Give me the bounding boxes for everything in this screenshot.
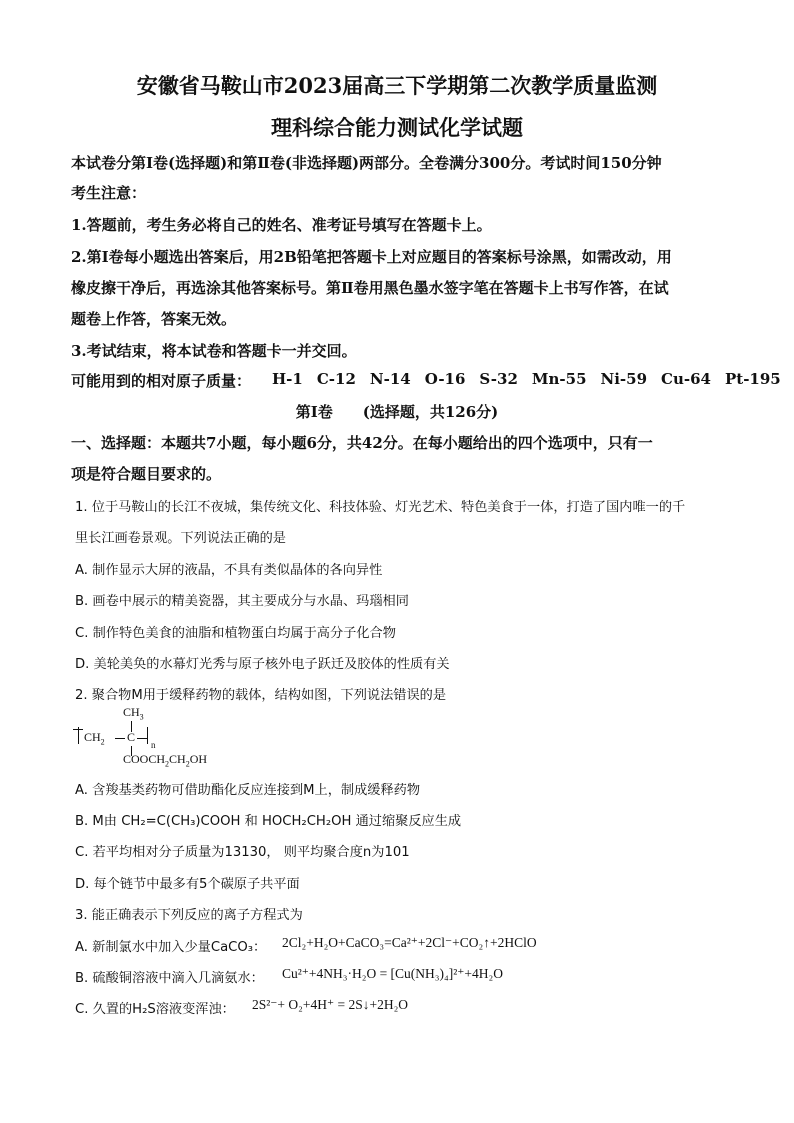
q1-option-d: D. 美轮美奂的水幕灯光秀与原子核外电子跃迁及胶体的性质有关 [75,657,450,672]
q2-option-a: A. 含羧基类药物可借助酯化反应连接到M上，制成缓释药物 [75,783,421,798]
document-title: 安徽省马鞍山市2023届高三下学期第二次教学质量监测 [136,73,658,98]
q1-stem-line-1: 1. 位于马鞍山的长江不夜城，集传统文化、科技体验、灯光艺术、特色美食于一体，打造了国内唯一的千 [75,500,686,515]
atomic-mass-item: Mn-55 [531,370,587,388]
polymer-structure [70,702,240,772]
q1-option-c: C. 制作特色美食的油脂和植物蛋白均属于高分子化合物 [75,626,396,641]
q3-stem: 3. 能正确表示下列反应的离子方程式为 [75,908,303,923]
atomic-mass-item: Cu-64 [661,370,711,388]
atomic-mass-item: O-16 [424,370,466,388]
atomic-mass-label: 可能用到的相对原子质量： [71,372,252,390]
notice-3: 3.考试结束，将本试卷和答题卡一并交回。 [71,342,357,360]
atomic-mass-item: C-12 [316,370,356,388]
atomic-mass-item: S-32 [479,370,518,388]
q3-option-a-equation: 2Cl₂+H₂O+CaCO₃=Ca²⁺+2Cl⁻+CO₂↑+2HClO [282,935,537,950]
ester-side-chain: $COOCH_2CH_2OH$ [123,752,208,769]
atomic-mass-item: Pt-195 [724,370,781,388]
q2-stem: 2. 聚合物M用于缓释药物的载体，结构如图，下列说法错误的是 [75,688,447,703]
repeat-count: n [151,740,156,750]
atomic-mass-item: N-14 [369,370,411,388]
intro-line: 本试卷分第Ⅰ卷(选择题)和第Ⅱ卷(非选择题)两部分。全卷满分300分。考试时间150分钟 [71,154,662,172]
document-subtitle: 理科综合能力测试化学试题 [271,115,523,140]
quaternary-carbon: C [127,730,136,744]
right-bracket [147,727,148,744]
q3-option-b-equation: Cu²⁺+4NH₃·H₂O = [Cu(NH₃)₄]²⁺+4H₂O [282,966,503,981]
q1-option-b: B. 画卷中展示的精美瓷器，其主要成分与水晶、玛瑙相同 [75,594,409,609]
q1-option-a: A. 制作显示大屏的液晶，不具有类似晶体的各向异性 [75,563,383,578]
q2-option-c: C. 若平均相对分子质量为13130， 则平均聚合度n为101 [75,845,410,860]
notice-2-line-1: 2.第Ⅰ卷每小题选出答案后，用2B铅笔把答题卡上对应题目的答案标号涂黑，如需改动，用 [71,248,672,266]
notice-2-line-2: 橡皮擦干净后，再选涂其他答案标号。第Ⅱ卷用黑色墨水签字笔在答题卡上书写作答，在试 [71,279,669,297]
section-heading: 第Ⅰ卷 (选择题，共126分) [295,403,499,421]
q2-option-d: D. 每个链节中最多有5个碳原子共平面 [75,877,300,892]
atomic-mass-item: Ni-59 [600,370,648,388]
atomic-mass-list [272,370,781,388]
q3-option-b-label: B. 硫酸铜溶液中滴入几滴氨水： [75,971,264,986]
section-instruction-line-2: 项是符合题目要求的。 [71,465,222,483]
q3-option-c-equation: 2S²⁻+ O₂+4H⁺ = 2S↓+2H₂O [252,997,409,1012]
atomic-mass-item: H-1 [272,370,303,388]
left-bracket [78,727,79,744]
section-instruction-line-1: 一、选择题：本题共7小题，每小题6分，共42分。在每小题给出的四个选项中，只有一 [71,434,653,452]
notice-2-line-3: 题卷上作答，答案无效。 [71,310,237,328]
q2-option-b: B. M由 CH₂=C(CH₃)COOH 和 HOCH₂CH₂OH 通过缩聚反应生成 [75,814,462,829]
methyl-group: $CH_3$ [123,705,144,722]
q1-stem-line-2: 里长江画卷景观。下列说法正确的是 [75,531,286,546]
notice-1: 1.答题前，考生务必将自己的姓名、准考证号填写在答题卡上。 [71,216,492,234]
right-bond [137,738,147,739]
middle-bond [115,738,125,739]
q3-option-a-label: A. 新制氯水中加入少量CaCO₃： [75,940,267,955]
notice-heading: 考生注意： [71,184,147,202]
methylene-group: $CH_2$ [84,730,105,747]
q3-option-c-label: C. 久置的H₂S溶液变浑浊： [75,1002,235,1017]
